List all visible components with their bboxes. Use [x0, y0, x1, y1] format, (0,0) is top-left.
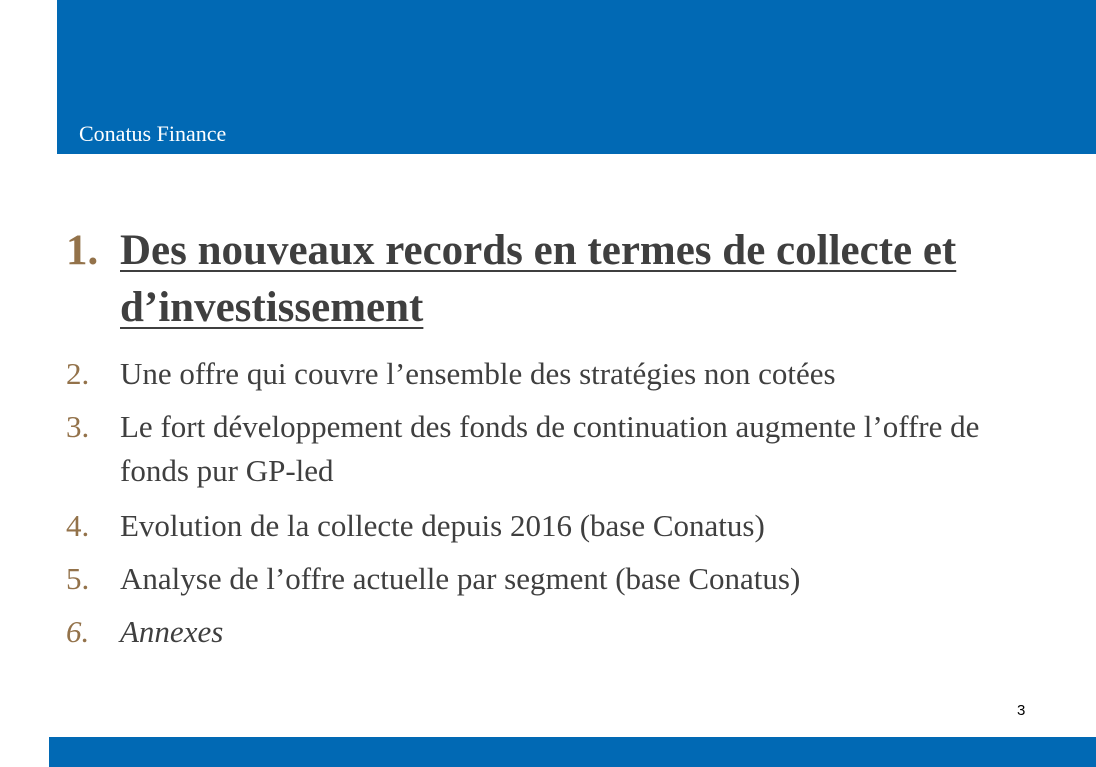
- page-number: 3: [1017, 702, 1026, 719]
- footer-bar: [49, 737, 1096, 767]
- agenda-item-number: 3.: [66, 409, 90, 444]
- agenda-item-label: Le fort développement des fonds de continuation augmente l’offre de fonds pur GP-led: [120, 409, 980, 488]
- agenda-item-1: [66, 222, 1006, 336]
- agenda-item-4: [66, 504, 1006, 548]
- agenda-item-label: Annexes: [120, 614, 224, 649]
- agenda-item-number: 6.: [66, 614, 90, 649]
- agenda-item-6: [66, 610, 1006, 654]
- agenda-item-label: Des nouveaux records en termes de collecte et d’investissement: [120, 227, 957, 331]
- brand-name: Conatus Finance: [79, 121, 227, 146]
- agenda-item-3: [66, 405, 1006, 493]
- agenda-item-label: Evolution de la collecte depuis 2016 (base Conatus): [120, 508, 765, 543]
- agenda-item-number: 1.: [66, 227, 99, 274]
- agenda-item-label: Analyse de l’offre actuelle par segment (base Conatus): [120, 561, 801, 596]
- agenda-item-5: [66, 557, 1006, 601]
- agenda-item-label: Une offre qui couvre l’ensemble des stratégies non cotées: [120, 356, 836, 391]
- agenda-item-number: 2.: [66, 356, 90, 391]
- agenda-item-number: 4.: [66, 508, 90, 543]
- agenda-item-number: 5.: [66, 561, 90, 596]
- header-banner: [57, 0, 1096, 154]
- agenda-item-2: [66, 352, 1006, 396]
